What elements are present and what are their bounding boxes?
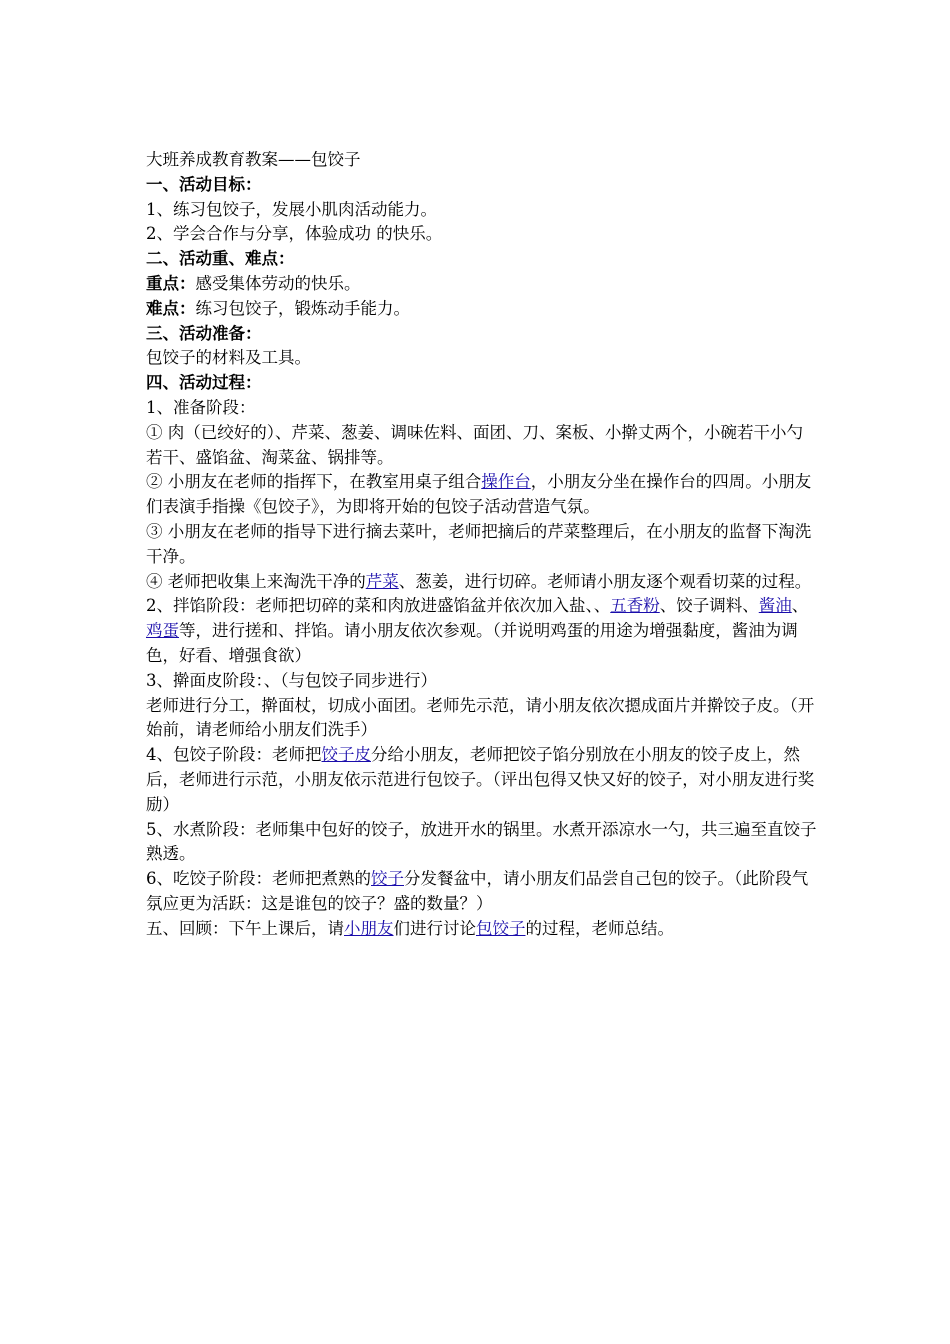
review-paragraph bbox=[146, 917, 818, 942]
step-heading: 1、准备阶段： bbox=[146, 397, 256, 417]
step-paragraph: 5、水煮阶段：老师集中包好的饺子，放进开水的锅里。水煮开添凉水一勺，共三遍至直饺子熟透。 bbox=[146, 819, 817, 864]
link-children[interactable]: 小朋友 bbox=[344, 918, 394, 938]
preparation-text: 包饺子的材料及工具。 bbox=[146, 348, 311, 368]
goal-item: 2、学会合作与分享，体验成功 的快乐。 bbox=[146, 224, 443, 244]
step-paragraph bbox=[146, 867, 818, 917]
paragraph-text: 分给小朋友，老师把饺子馅分别放在小朋友的饺子皮上，然后，老师进行示范，小朋友依示范进行包饺子。（评出包得又快又好的饺子，对小朋友进行奖励） bbox=[146, 745, 815, 814]
paragraph-text: 等，进行搓和、拌馅。请小朋友依次参观。（并说明鸡蛋的用途为增强黏度，酱油为调色，好看、增强食欲） bbox=[146, 621, 798, 665]
paragraph-text: ，小朋友分坐在操作台的四周。小朋友们表演手指操《包饺子》，为即将开始的包饺子活动营造气氛。 bbox=[146, 472, 812, 517]
step-paragraph bbox=[146, 594, 818, 668]
paragraph-text: 4、包饺子阶段：老师把 bbox=[146, 745, 322, 765]
paragraph-text: 2、拌馅阶段：老师把切碎的菜和肉放进盛馅盆并依次加入盐、、 bbox=[146, 596, 611, 616]
difficulty-text: 练习包饺子，锻炼动手能力。 bbox=[195, 298, 410, 318]
keypoint-line bbox=[146, 272, 818, 297]
paragraph-text: ④ 老师把收集上来淘洗干净的 bbox=[146, 571, 366, 591]
section-heading-goals: 一、活动目标： bbox=[146, 174, 262, 194]
section-heading-preparation: 三、活动准备： bbox=[146, 323, 262, 343]
link-soy-sauce[interactable]: 酱油 bbox=[758, 596, 792, 616]
section-heading-keypoints: 二、活动重、难点： bbox=[146, 249, 295, 269]
link-dumpling-wrapper[interactable]: 饺子皮 bbox=[321, 745, 371, 765]
step-paragraph bbox=[146, 743, 818, 817]
paragraph-text: ② 小朋友在老师的指挥下，在教室用桌子组合 bbox=[146, 472, 482, 492]
link-dumplings[interactable]: 饺子 bbox=[371, 869, 404, 889]
key-label: 重点： bbox=[146, 273, 196, 293]
document-body bbox=[146, 148, 818, 942]
paragraph-text: 分发餐盆中，请小朋友们品尝自己包的饺子。（此阶段气氛应更为活跃：这是谁包的饺子？盛的数量？） bbox=[146, 869, 809, 913]
goal-item: 1、练习包饺子，发展小肌肉活动能力。 bbox=[146, 199, 437, 219]
step-paragraph: 老师进行分工，擀面杖，切成小面团。老师先示范，请小朋友依次摁成面片并擀饺子皮。（开始前，请老师给小朋友们洗手） bbox=[146, 695, 815, 740]
step-paragraph: ① 肉（已绞好的）、芹菜、葱姜、调味佐料、面团、刀、案板、小擀丈两个，小碗若干小勺若干、盛馅盆、淘菜盆、锅排等。 bbox=[146, 422, 803, 467]
paragraph-text: 的过程，老师总结。 bbox=[525, 918, 674, 938]
paragraph-text: 们进行讨论 bbox=[393, 918, 476, 938]
paragraph-text: 五、回顾：下午上课后，请 bbox=[146, 918, 344, 938]
link-make-dumplings[interactable]: 包饺子 bbox=[476, 918, 526, 938]
step-paragraph bbox=[146, 570, 818, 595]
paragraph-text: 、葱姜，进行切碎。老师请小朋友逐个观看切菜的过程。 bbox=[398, 571, 812, 591]
link-celery[interactable]: 芹菜 bbox=[365, 571, 399, 591]
step-paragraph: ③ 小朋友在老师的指导下进行摘去菜叶，老师把摘后的芹菜整理后，在小朋友的监督下淘洗干净。 bbox=[146, 521, 812, 566]
paragraph-text: 6、吃饺子阶段：老师把煮熟的 bbox=[146, 869, 371, 889]
paragraph-text: 、 bbox=[791, 596, 809, 616]
link-five-spice[interactable]: 五香粉 bbox=[610, 596, 660, 616]
difficulty-line bbox=[146, 297, 818, 322]
paragraph-text: 、饺子调料、 bbox=[659, 596, 759, 616]
section-heading-process: 四、活动过程： bbox=[146, 373, 262, 393]
document-title: 大班养成教育教案——包饺子 bbox=[146, 150, 361, 169]
step-paragraph bbox=[146, 470, 818, 520]
difficulty-label: 难点： bbox=[146, 298, 196, 318]
link-egg[interactable]: 鸡蛋 bbox=[146, 621, 179, 641]
link-operation-table[interactable]: 操作台 bbox=[481, 472, 531, 492]
key-text: 感受集体劳动的快乐。 bbox=[195, 273, 361, 293]
step-heading: 3、擀面皮阶段：、（与包饺子同步进行） bbox=[146, 670, 437, 690]
